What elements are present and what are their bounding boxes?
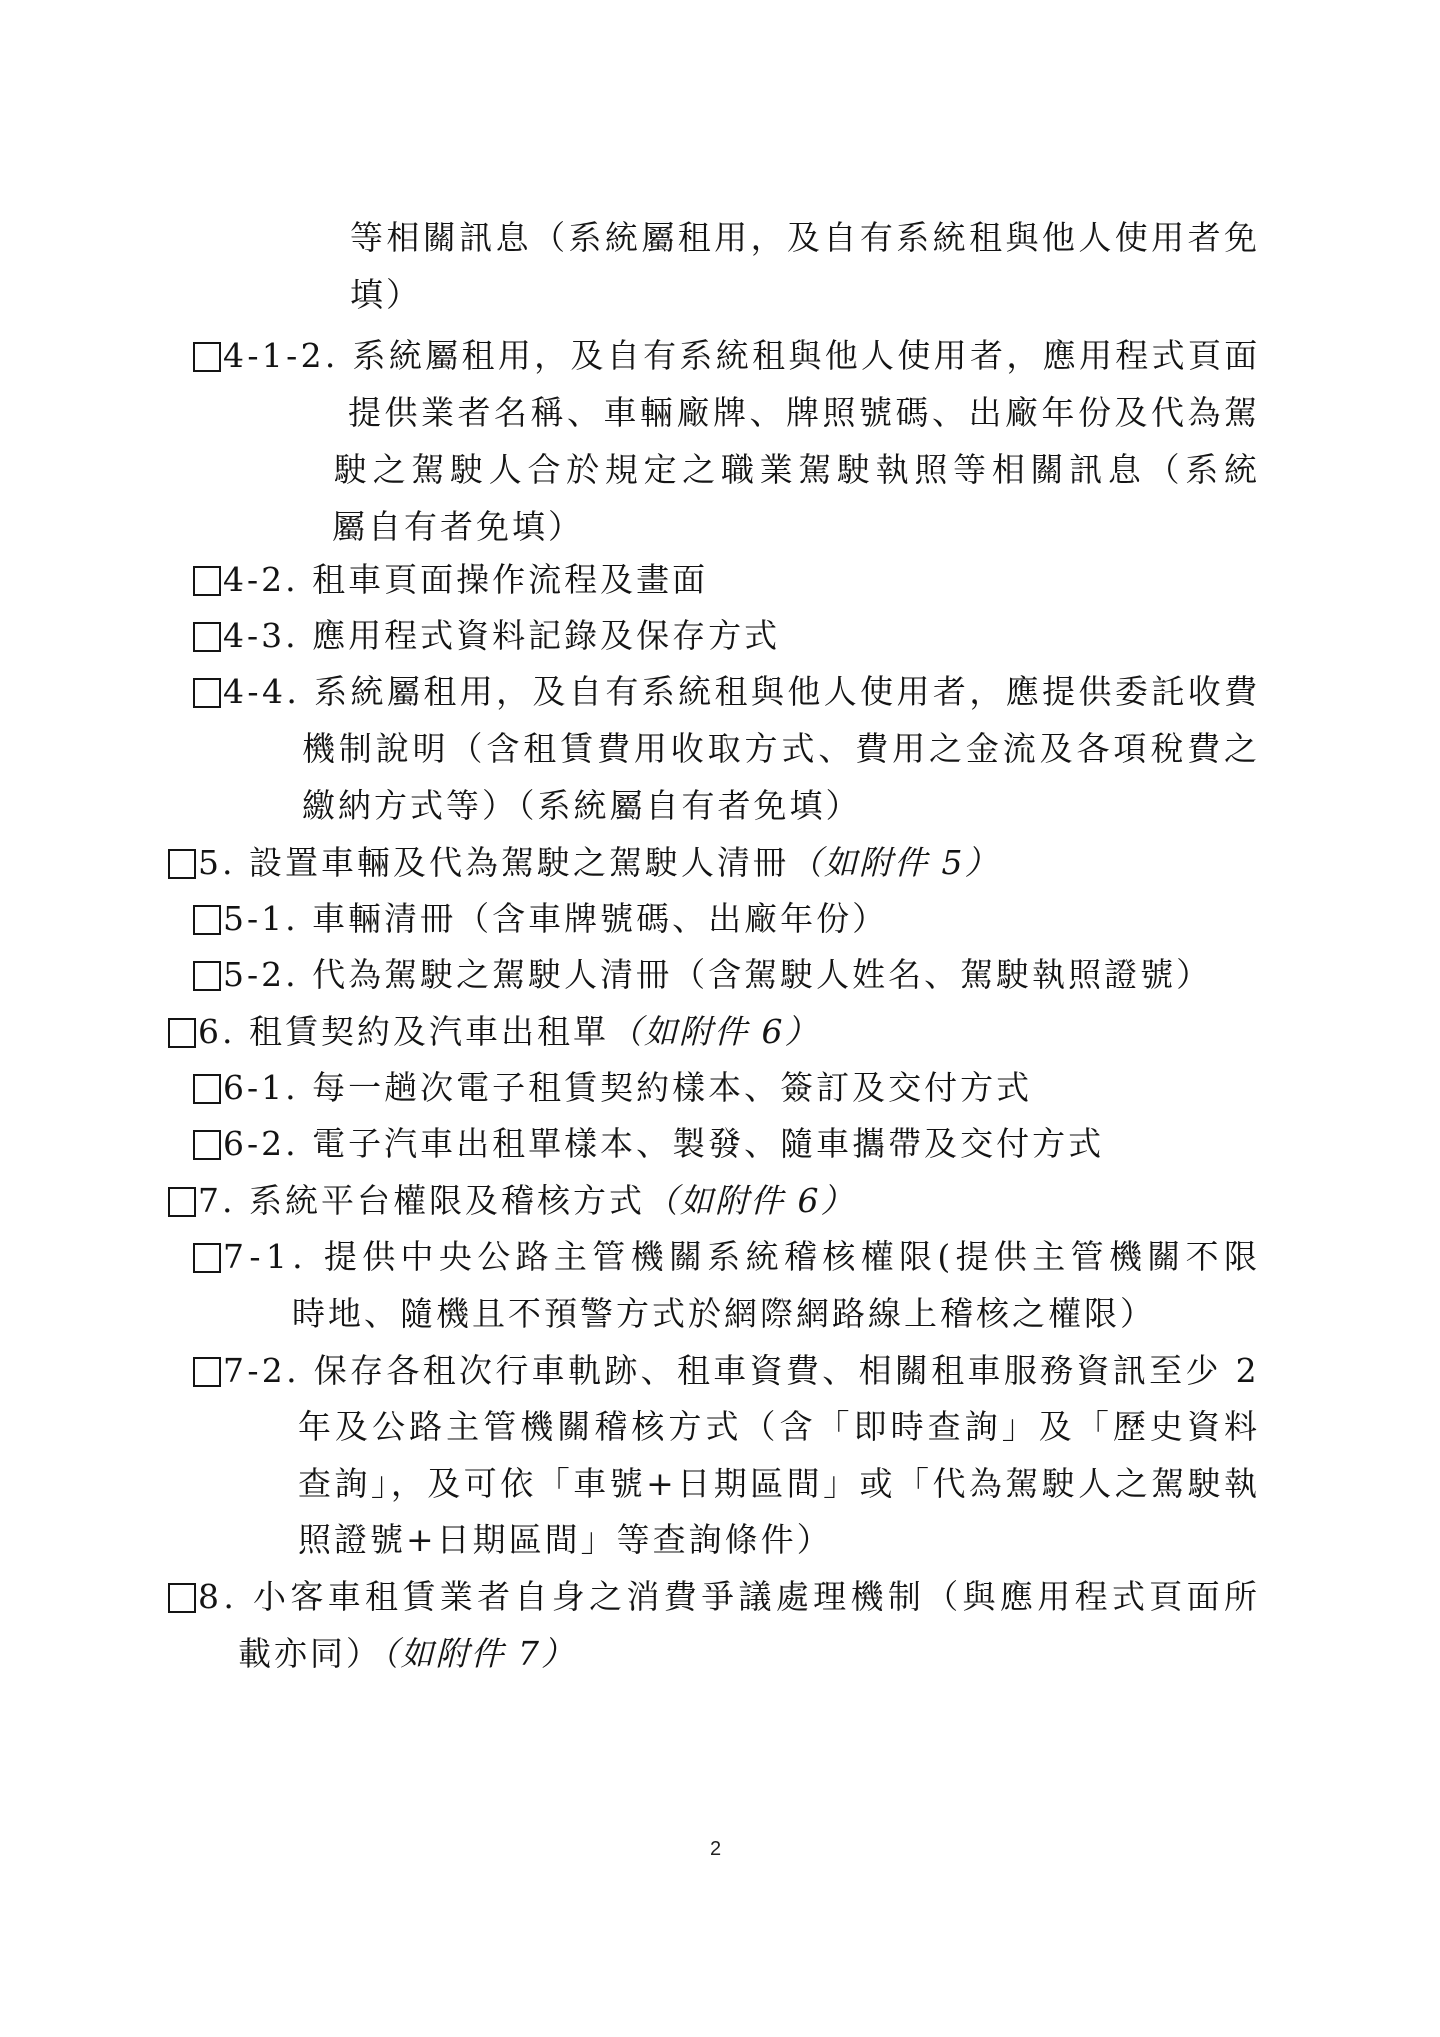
checklist-item <box>193 614 780 658</box>
attachment-reference: （如附件 7） <box>382 1634 576 1673</box>
checkbox-empty[interactable] <box>168 1018 196 1048</box>
checklist-item <box>168 1575 1261 1619</box>
checklist-item <box>193 670 1261 714</box>
line-text: 7-1. 提供中央公路主管機關系統稽核權限(提供主管機關不限 <box>223 1237 1263 1276</box>
checklist-item <box>193 1122 1104 1166</box>
line-text: 7-2. 保存各租次行車軌跡、租車資費、相關租車服務資訊至少 2 <box>223 1351 1260 1390</box>
checkbox-empty[interactable] <box>193 1130 221 1160</box>
text-line <box>350 273 422 317</box>
text-line <box>332 505 584 549</box>
text-line <box>302 784 862 828</box>
checkbox-empty[interactable] <box>193 678 221 708</box>
checkbox-empty[interactable] <box>193 1243 221 1273</box>
line-text: 查詢」，及可依「車號+日期區間」或「代為駕駛人之駕駛執 <box>298 1464 1261 1503</box>
text-line <box>292 1292 1156 1336</box>
checklist-item <box>193 1066 1032 1110</box>
checkbox-empty[interactable] <box>193 1074 221 1104</box>
line-text: 提供業者名稱、車輛廠牌、牌照號碼、出廠年份及代為駕 <box>348 393 1261 432</box>
checkbox-empty[interactable] <box>193 342 221 372</box>
line-text: 4-4. 系統屬租用，及自有系統租與他人使用者，應提供委託收費 <box>223 672 1261 711</box>
checkbox-empty[interactable] <box>193 622 221 652</box>
line-text: 6-1. 每一趟次電子租賃契約樣本、簽訂及交付方式 <box>223 1068 1033 1107</box>
line-text: 5-1. 車輛清冊（含車牌號碼、出廠年份） <box>223 899 889 938</box>
checklist-item <box>193 1349 1260 1393</box>
line-text: 駛之駕駛人合於規定之職業駕駛執照等相關訊息（系統 <box>334 450 1263 489</box>
checkbox-empty[interactable] <box>168 1187 196 1217</box>
checklist-item <box>168 1010 819 1054</box>
line-text: 6. 租賃契約及汽車出租單 <box>198 1012 609 1051</box>
checkbox-empty[interactable] <box>193 905 221 935</box>
line-text: 8. 小客車租賃業者自身之消費爭議處理機制（與應用程式頁面所 <box>198 1577 1262 1616</box>
checklist-item <box>168 841 999 885</box>
checkbox-empty[interactable] <box>193 566 221 596</box>
line-text: 7. 系統平台權限及稽核方式 <box>198 1181 645 1220</box>
text-line <box>302 727 1261 771</box>
checkbox-empty[interactable] <box>168 849 196 879</box>
line-text: 繳納方式等）（系統屬自有者免填） <box>302 786 862 825</box>
text-line <box>350 216 1260 260</box>
line-text: 機制說明（含租賃費用收取方式、費用之金流及各項稅費之 <box>302 729 1261 768</box>
checklist-item <box>168 1179 855 1223</box>
line-text: 5. 設置車輛及代為駕駛之駕駛人清冊 <box>198 843 789 882</box>
line-text: 填） <box>350 275 422 314</box>
checkbox-empty[interactable] <box>193 1357 221 1387</box>
line-text: 屬自有者免填） <box>332 507 584 546</box>
checklist-item <box>193 334 1261 378</box>
checklist-item <box>193 1235 1262 1279</box>
text-line <box>334 448 1263 492</box>
text-line <box>298 1405 1261 1449</box>
line-text: 載亦同） <box>238 1634 382 1673</box>
text-line <box>238 1632 576 1676</box>
line-text: 4-1-2. 系統屬租用，及自有系統租與他人使用者，應用程式頁面 <box>223 336 1261 375</box>
page-number: 2 <box>710 1838 722 1860</box>
line-text: 年及公路主管機關稽核方式（含「即時查詢」及「歷史資料 <box>298 1407 1262 1446</box>
text-line <box>298 1462 1261 1506</box>
line-text: 時地、隨機且不預警方式於網際網路線上稽核之權限） <box>292 1294 1156 1333</box>
checkbox-empty[interactable] <box>193 961 221 991</box>
line-text: 4-2. 租車頁面操作流程及畫面 <box>223 560 709 599</box>
text-line <box>348 391 1261 435</box>
attachment-reference: （如附件 5） <box>788 843 1000 882</box>
line-text: 6-2. 電子汽車出租單樣本、製發、隨車攜帶及交付方式 <box>223 1124 1105 1163</box>
line-text: 等相關訊息（系統屬租用，及自有系統租與他人使用者免 <box>350 218 1261 257</box>
attachment-reference: （如附件 6） <box>644 1181 856 1220</box>
line-text: 照證號+日期區間」等查詢條件） <box>298 1520 833 1559</box>
line-text: 5-2. 代為駕駛之駕駛人清冊（含駕駛人姓名、駕駛執照證號） <box>223 955 1213 994</box>
checklist-item <box>193 953 1212 997</box>
line-text: 4-3. 應用程式資料記錄及保存方式 <box>223 616 781 655</box>
checklist-item <box>193 897 888 941</box>
text-line <box>298 1518 833 1562</box>
checklist-item <box>193 558 708 602</box>
attachment-reference: （如附件 6） <box>608 1012 820 1051</box>
checkbox-empty[interactable] <box>168 1583 196 1613</box>
